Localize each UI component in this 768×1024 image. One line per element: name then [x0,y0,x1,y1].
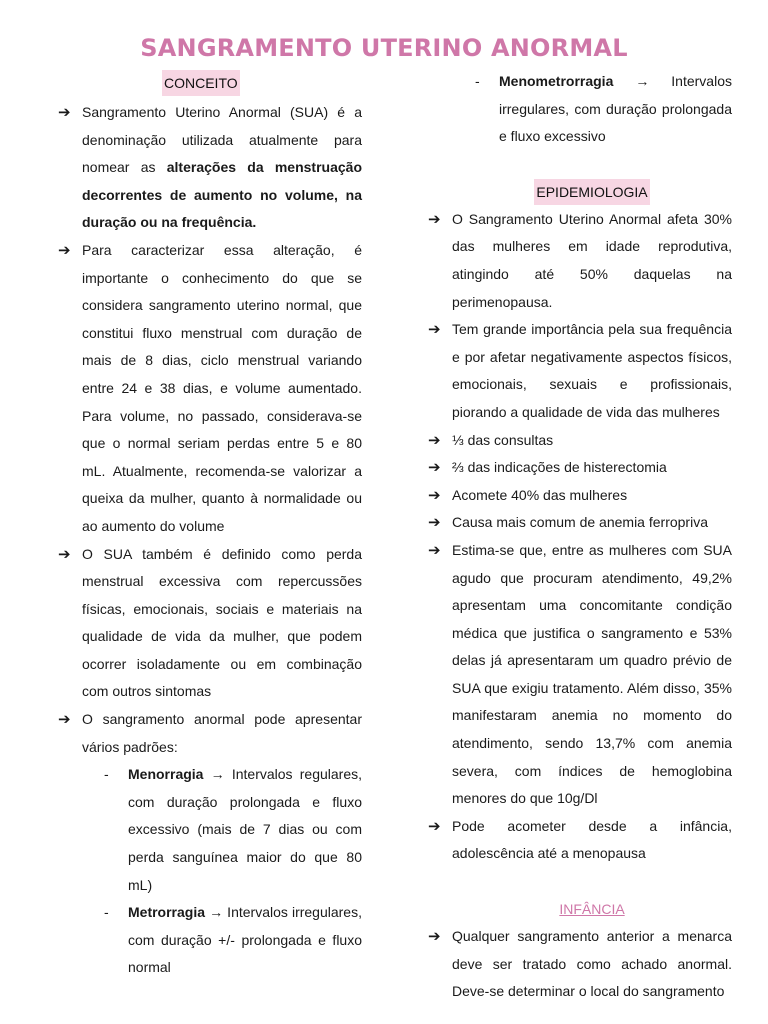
right-column [428,68,732,1006]
conceito-text: O SUA também é definido como perda menstrual excessiva com repercussões físicas, emocionais, sociais e materiais na qualidade de vida da mulher, que podem ocorrer isoladamente ou em combinação com outros sintomas [82,545,362,700]
list-item [428,206,732,316]
dash-icon: - [104,766,109,783]
pattern-item [428,68,732,151]
arrow-right-icon: ➔ [428,431,441,449]
arrow-right-icon: ➔ [428,541,441,559]
pattern-name: Menorragia [128,766,204,783]
epidemiologia-text: Pode acometer desde a infância, adolescência até a menopausa [452,817,732,862]
conceito-text: Sangramento Uterino Anormal (SUA) é a denominação utilizada atualmente para nomear as [82,104,362,176]
arrow-right-icon: ➔ [58,241,71,259]
pattern-item [58,761,362,899]
list-item [428,316,732,426]
epidemiologia-text: Estima-se que, entre as mulheres com SUA agudo que procuram atendimento, 49,2% apresentam uma concomitante condição médica que justifica o sangramento e 53% delas já apresentaram um quadro prévio de SUA que exigiu tratamento. Além disso, 35% manifestaram anemia no momento do atendimento, sendo 13,7% com anemia severa, com índices de hemoglobina menores do que 10g/Dl [452,541,732,807]
epidemiologia-text: O Sangramento Uterino Anormal afeta 30% das mulheres em idade reprodutiva, atingindo até 50% daquelas na perimenopausa. [452,210,732,310]
arrow-right-icon: ➔ [428,459,441,477]
list-item [428,509,732,537]
left-column [58,70,362,982]
list-item [428,813,732,868]
list-item [58,541,362,707]
list-item [428,537,732,813]
dash-icon: - [104,904,109,921]
list-item [58,99,362,237]
pattern-name: Metrorragia [128,904,206,921]
infancia-heading: INFÂNCIA [559,901,625,918]
arrow-right-icon: ➔ [58,545,71,563]
list-item [428,482,732,510]
arrow-right-icon: ➔ [428,514,441,532]
arrow-right-icon: ➔ [428,486,441,504]
pattern-name: Menometrorragia [499,73,614,89]
arrow-right-icon: ➔ [428,817,441,835]
dash-icon: - [475,73,480,89]
epidemiologia-heading: EPIDEMIOLOGIA [534,179,649,205]
page-title: SANGRAMENTO UTERINO ANORMAL [140,34,628,62]
conceito-heading: CONCEITO [162,70,240,96]
arrow-right-icon: ➔ [58,104,71,121]
arrow-right-icon: ➔ [428,210,441,228]
list-item [58,706,362,761]
conceito-text: Para caracterizar essa alteração, é importante o conhecimento do que se considera sangramento uterino normal, que constitui fluxo menstrual com duração de mais de 8 dias, ciclo menstrual variando entre 24 e 38 dias, e volume aumentado. Para volume, no passado, considerava-se que o normal seriam perdas entre 5 e 80 mL. Atualmente, recomenda-se valorizar a queixa da mulher, quanto à normalidade ou ao aumento do volume [82,241,362,534]
list-item [428,923,732,1006]
pattern-desc: → Intervalos regulares, com duração prolongada e fluxo excessivo (mais de 7 dias ou com perda sanguínea maior do que 80 mL) [128,766,362,893]
list-item [428,454,732,482]
epidemiologia-text: Causa mais comum de anemia ferropriva [452,514,708,531]
epidemiologia-text: ⅔ das indicações de histerectomia [452,459,667,476]
arrow-right-icon: ➔ [428,928,441,946]
pattern-desc: → Intervalos irregulares, com duração prolongada e fluxo excessivo [499,73,732,145]
list-item [58,237,362,541]
epidemiologia-text: Tem grande importância pela sua frequência e por afetar negativamente aspectos físicos, emocionais, sexuais e profissionais, piorando a qualidade de vida das mulheres [452,321,732,420]
pattern-item [58,899,362,982]
infancia-text: Qualquer sangramento anterior a menarca deve ser tratado como achado anormal. Deve-se determinar o local do sangramento [452,928,732,1000]
arrow-right-icon: ➔ [428,321,441,339]
conceito-text: O sangramento anormal pode apresentar vários padrões: [82,711,362,755]
epidemiologia-text: Acomete 40% das mulheres [452,486,628,503]
conceito-bold-text: alterações da menstruação decorrentes de aumento no volume, na duração ou na frequência. [82,159,362,231]
arrow-right-icon: ➔ [58,711,71,729]
pattern-desc: → Intervalos irregulares, com duração +/- prolongada e fluxo normal [128,904,362,976]
epidemiologia-text: ⅓ das consultas [452,431,554,448]
list-item [428,427,732,455]
